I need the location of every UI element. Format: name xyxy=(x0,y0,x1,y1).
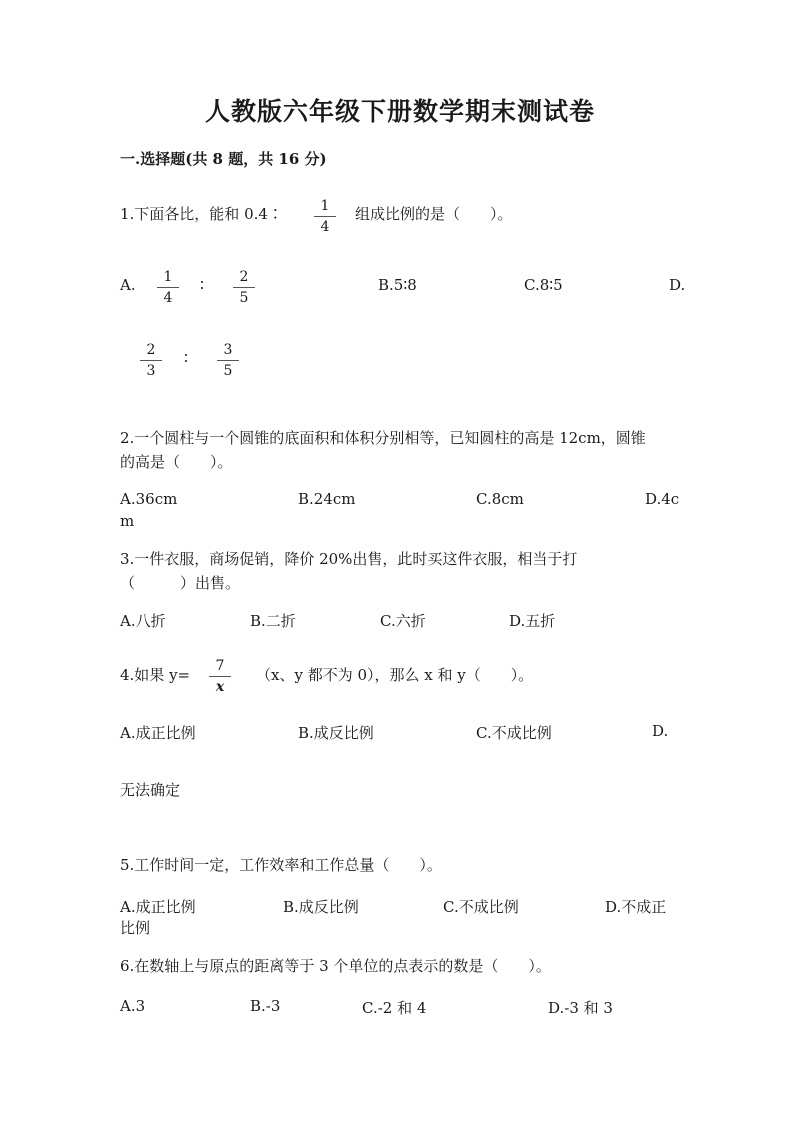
q5-option-c: C.不成比例 xyxy=(443,898,519,916)
q2-option-c: C.8cm xyxy=(476,490,524,508)
q1-option-d-fraction-2 xyxy=(217,343,239,378)
q4-fraction xyxy=(209,659,231,694)
q6-option-a: A.3 xyxy=(120,997,146,1015)
q1-option-a-f2-denominator: 5 xyxy=(239,290,249,306)
section-heading: 一.选择题(共 8 题，共 16 分) xyxy=(120,150,327,168)
q4-stem-part2: （x、y 都不为 0），那么 x 和 y（ ）。 xyxy=(256,666,534,684)
q1-option-d-f2-denominator: 5 xyxy=(223,363,233,379)
q1-option-a-f1-denominator: 4 xyxy=(163,290,173,306)
q1-option-d-f2-numerator: 3 xyxy=(217,343,239,361)
q3-option-a: A.八折 xyxy=(120,612,166,630)
page-title: 人教版六年级下册数学期末测试卷 xyxy=(204,97,595,126)
q1-stem-part2: 组成比例的是（ ）。 xyxy=(355,205,513,223)
q4-fraction-denominator: x xyxy=(215,679,225,695)
q4-fraction-numerator: 7 xyxy=(209,659,231,677)
q1-option-a-label: A. xyxy=(120,276,136,294)
q1-option-c: C.8∶5 xyxy=(524,276,563,294)
q6-option-c: C.-2 和 4 xyxy=(362,999,427,1017)
q4-option-a: A.成正比例 xyxy=(120,724,196,742)
q2-option-d: D.4c xyxy=(645,490,680,508)
q5-option-d: D.不成正 xyxy=(605,898,667,916)
q5-option-d-wrap: 比例 xyxy=(120,919,151,937)
q6-option-d: D.-3 和 3 xyxy=(548,999,613,1017)
q3-stem-line-1: 3.一件衣服，商场促销，降价 20%出售，此时买这件衣服，相当于打 xyxy=(120,550,578,568)
q3-option-d: D.五折 xyxy=(509,612,556,630)
q4-option-c: C.不成比例 xyxy=(476,724,552,742)
q1-fraction-numerator: 1 xyxy=(314,199,336,217)
q2-stem-line-2: 的高是（ ）。 xyxy=(120,453,233,471)
q6-stem: 6.在数轴上与原点的距离等于 3 个单位的点表示的数是（ ）。 xyxy=(120,957,551,975)
q4-option-b: B.成反比例 xyxy=(298,724,374,742)
q1-option-b: B.5∶8 xyxy=(378,276,417,294)
q2-option-a: A.36cm xyxy=(120,490,178,508)
q5-stem: 5.工作时间一定，工作效率和工作总量（ ）。 xyxy=(120,856,442,874)
q3-option-b: B.二折 xyxy=(250,612,296,630)
q5-option-a: A.成正比例 xyxy=(120,898,196,916)
q1-option-a-colon: ∶ xyxy=(200,276,204,294)
q4-option-d-text: 无法确定 xyxy=(120,781,181,799)
q6-option-b: B.-3 xyxy=(250,997,281,1015)
q1-fraction-denominator: 4 xyxy=(320,219,330,235)
q1-fraction xyxy=(314,199,336,234)
q5-option-b: B.成反比例 xyxy=(283,898,359,916)
q2-option-d-wrap: m xyxy=(120,512,135,530)
q3-option-c: C.六折 xyxy=(380,612,426,630)
q1-option-d-label: D. xyxy=(669,276,686,294)
q1-option-d-f1-numerator: 2 xyxy=(140,343,162,361)
q1-option-a-f2-numerator: 2 xyxy=(233,270,255,288)
q2-stem-line-1: 2.一个圆柱与一个圆锥的底面积和体积分别相等，已知圆柱的高是 12cm，圆锥 xyxy=(120,429,646,447)
q1-option-a-f1-numerator: 1 xyxy=(157,270,179,288)
q1-option-d-fraction-1 xyxy=(140,343,162,378)
q4-option-d-label: D. xyxy=(652,722,669,740)
q1-option-a-fraction-2 xyxy=(233,270,255,305)
q1-option-d-colon: ∶ xyxy=(184,349,188,367)
q4-stem-part1: 4.如果 y= xyxy=(120,666,191,684)
q1-option-d-f1-denominator: 3 xyxy=(146,363,156,379)
q1-stem-part1: 1.下面各比，能和 0.4∶ xyxy=(120,205,283,223)
q1-option-a-fraction-1 xyxy=(157,270,179,305)
q2-option-b: B.24cm xyxy=(298,490,356,508)
q3-stem-line-2: （ ）出售。 xyxy=(120,574,241,592)
